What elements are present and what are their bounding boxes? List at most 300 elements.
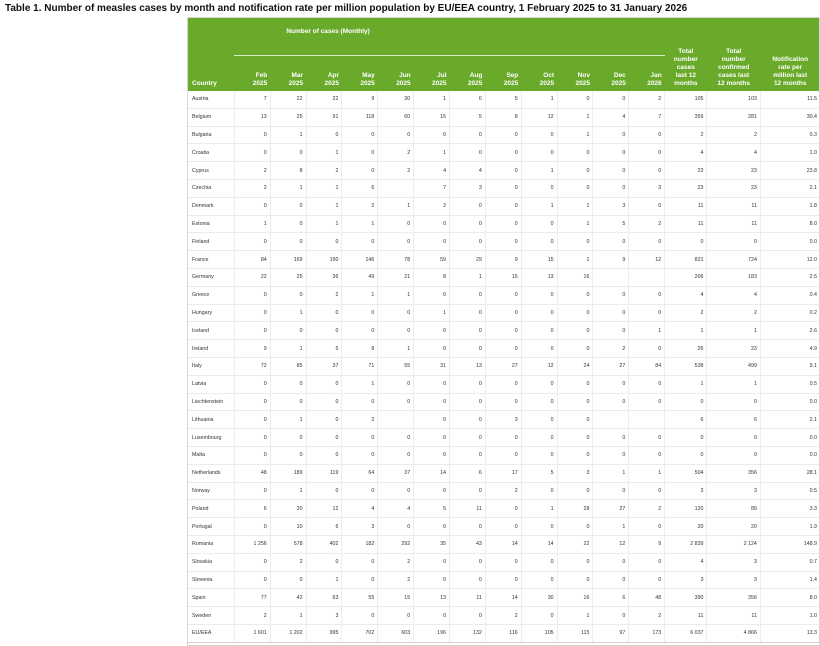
- month-cell: 0: [414, 607, 450, 625]
- country-cell: Spain: [187, 589, 234, 607]
- month-cell: 6: [450, 464, 486, 482]
- total-confirmed-header-line: 12 months: [717, 80, 750, 87]
- month-cell: 3: [342, 518, 378, 536]
- month-cell: 0: [378, 215, 414, 233]
- measles-table-container: [187, 17, 820, 643]
- month-cell: 0: [378, 446, 414, 464]
- total-cases-cell: 6: [665, 411, 707, 429]
- month-cell: 0: [450, 197, 486, 215]
- month-cell: 0: [485, 340, 521, 358]
- rate-cell: 11.5: [760, 91, 820, 108]
- table-row: [187, 357, 820, 375]
- month-cell: 2: [306, 162, 342, 180]
- total-confirmed-cell: 183: [707, 268, 760, 286]
- month-cell: 132: [450, 624, 486, 642]
- header-notification-rate: [760, 17, 820, 91]
- total-cases-cell: 120: [665, 500, 707, 518]
- month-cell: 0: [485, 375, 521, 393]
- month-cell: 0: [629, 482, 665, 500]
- month-cell: 0: [450, 393, 486, 411]
- month-cell: 0: [270, 571, 306, 589]
- month-cell: 6: [306, 518, 342, 536]
- month-cell: 0: [593, 322, 629, 340]
- country-cell: Greece: [187, 286, 234, 304]
- month-cell: 1: [593, 518, 629, 536]
- total-cases-cell: 3: [665, 571, 707, 589]
- header-month-part: 2026: [647, 80, 662, 87]
- month-cell: 0: [378, 126, 414, 144]
- month-cell: 0: [234, 322, 270, 340]
- total-cases-lines: [667, 48, 705, 88]
- month-cell: 0: [593, 571, 629, 589]
- total-confirmed-cell: 20: [707, 518, 760, 536]
- month-cell: 0: [521, 607, 557, 625]
- total-cases-cell: 206: [665, 268, 707, 286]
- month-cell: 12: [306, 500, 342, 518]
- month-cell: 17: [485, 464, 521, 482]
- month-cell: 13: [414, 589, 450, 607]
- month-cell: 16: [557, 589, 593, 607]
- total-cases-cell: 11: [665, 607, 707, 625]
- month-cell: 0: [629, 375, 665, 393]
- header-month-part: Dec: [613, 72, 626, 79]
- month-cell: 1: [270, 607, 306, 625]
- month-cell: 0: [414, 411, 450, 429]
- rate-cell: 13.3: [760, 624, 820, 642]
- rate-cell: 1.4: [760, 571, 820, 589]
- table-row: [187, 589, 820, 607]
- month-cell: 0: [378, 322, 414, 340]
- month-cell: [629, 268, 665, 286]
- month-cell: 37: [306, 357, 342, 375]
- month-cell: 77: [234, 589, 270, 607]
- rate-cell: 2.1: [760, 411, 820, 429]
- month-cell: 0: [521, 571, 557, 589]
- table-row: [187, 108, 820, 126]
- month-cell: 0: [557, 375, 593, 393]
- month-cell: 25: [270, 268, 306, 286]
- month-cell: 0: [521, 286, 557, 304]
- month-cell: 1: [306, 197, 342, 215]
- month-cell: 7: [234, 91, 270, 108]
- month-cell: 0: [593, 393, 629, 411]
- month-cell: 12: [629, 251, 665, 269]
- month-cell: 9: [485, 251, 521, 269]
- month-cell: 118: [342, 108, 378, 126]
- month-cell: 0: [270, 446, 306, 464]
- month-cell: 2: [234, 179, 270, 197]
- month-cell: 173: [629, 624, 665, 642]
- month-cell: 2: [378, 144, 414, 162]
- month-cell: 0: [306, 233, 342, 251]
- month-cell: 13: [521, 268, 557, 286]
- month-cell: 0: [414, 215, 450, 233]
- month-cell: 2: [378, 162, 414, 180]
- month-cell: 21: [378, 268, 414, 286]
- month-cell: 7: [414, 179, 450, 197]
- month-cell: 0: [629, 518, 665, 536]
- month-cell: 0: [342, 607, 378, 625]
- month-cell: 0: [485, 322, 521, 340]
- month-cell: 2: [342, 411, 378, 429]
- table-row: [187, 233, 820, 251]
- month-cell: 4: [342, 500, 378, 518]
- table-row: [187, 482, 820, 500]
- total-cases-cell: 0: [665, 429, 707, 447]
- month-cell: 0: [593, 91, 629, 108]
- month-cell: 15: [414, 108, 450, 126]
- total-confirmed-cell: 0: [707, 429, 760, 447]
- month-cell: 0: [485, 446, 521, 464]
- month-cell: 0: [342, 233, 378, 251]
- table-row: [187, 179, 820, 197]
- header-month-part: 2025: [324, 80, 339, 87]
- month-cell: 0: [414, 482, 450, 500]
- total-cases-cell: 6 037: [665, 624, 707, 642]
- month-cell: 402: [306, 535, 342, 553]
- month-cell: 0: [270, 429, 306, 447]
- month-cell: 49: [342, 268, 378, 286]
- country-cell: Finland: [187, 233, 234, 251]
- month-cell: 2: [306, 286, 342, 304]
- rate-cell: 3.3: [760, 500, 820, 518]
- month-cell: 1: [557, 126, 593, 144]
- rate-cell: 0.0: [760, 429, 820, 447]
- table-row: [187, 215, 820, 233]
- month-cell: 1: [521, 91, 557, 108]
- month-cell: 0: [557, 393, 593, 411]
- total-confirmed-cell: 2 124: [707, 535, 760, 553]
- month-cell: 6: [234, 500, 270, 518]
- month-cell: 0: [342, 429, 378, 447]
- total-confirmed-cell: 23: [707, 162, 760, 180]
- month-cell: 5: [593, 215, 629, 233]
- month-cell: 0: [270, 144, 306, 162]
- rate-cell: 1.9: [760, 518, 820, 536]
- month-cell: 91: [306, 108, 342, 126]
- month-cell: 0: [234, 233, 270, 251]
- month-cell: 0: [521, 411, 557, 429]
- rate-cell: 0.5: [760, 482, 820, 500]
- total-confirmed-header-line: cases last: [718, 72, 750, 79]
- month-cell: 78: [378, 251, 414, 269]
- month-cell: 105: [521, 624, 557, 642]
- rate-cell: 0.3: [760, 126, 820, 144]
- country-cell: Bulgaria: [187, 126, 234, 144]
- month-cell: 0: [450, 233, 486, 251]
- month-cell: 27: [593, 500, 629, 518]
- month-cell: 0: [306, 393, 342, 411]
- month-cell: 0: [629, 286, 665, 304]
- month-cell: 0: [414, 286, 450, 304]
- month-cell: 169: [270, 251, 306, 269]
- month-cell: 0: [234, 304, 270, 322]
- notification-rate-header-line: million last: [773, 72, 808, 79]
- country-cell: Slovakia: [187, 553, 234, 571]
- month-cell: 9: [342, 91, 378, 108]
- header-month-part: 2025: [467, 80, 483, 87]
- month-cell: 0: [557, 429, 593, 447]
- country-cell: Belgium: [187, 108, 234, 126]
- month-cell: 0: [378, 304, 414, 322]
- month-cell: 22: [557, 535, 593, 553]
- month-cell: 0: [414, 322, 450, 340]
- month-cell: 2: [234, 607, 270, 625]
- month-cell: 0: [450, 482, 486, 500]
- month-cell: 3: [593, 197, 629, 215]
- month-cell: 2: [485, 482, 521, 500]
- month-cell: 2: [629, 91, 665, 108]
- table-row: [187, 518, 820, 536]
- country-cell: Norway: [187, 482, 234, 500]
- month-cell: 116: [485, 624, 521, 642]
- total-cases-header-line: number: [673, 56, 698, 63]
- month-cell: 30: [521, 589, 557, 607]
- month-cell: 0: [450, 446, 486, 464]
- notification-rate-header-line: Notification: [772, 56, 809, 63]
- month-cell: 0: [342, 553, 378, 571]
- month-cell: 2: [414, 197, 450, 215]
- month-cell: 0: [234, 553, 270, 571]
- month-cell: 1: [521, 500, 557, 518]
- month-cell: 2: [485, 607, 521, 625]
- month-cell: 64: [342, 464, 378, 482]
- country-cell: Ireland: [187, 340, 234, 358]
- month-cell: 0: [521, 553, 557, 571]
- month-cell: 0: [342, 304, 378, 322]
- month-cell: 0: [234, 429, 270, 447]
- country-cell: Liechtenstein: [187, 393, 234, 411]
- header-country: Country: [187, 56, 234, 92]
- table-row: [187, 464, 820, 482]
- table-row: [187, 553, 820, 571]
- month-cell: 702: [342, 624, 378, 642]
- month-cell: 2: [378, 553, 414, 571]
- rate-cell: 1.0: [760, 144, 820, 162]
- month-cell: 0: [521, 233, 557, 251]
- month-cell: 0: [450, 607, 486, 625]
- rate-cell: 0.0: [760, 393, 820, 411]
- country-cell: Poland: [187, 500, 234, 518]
- month-cell: [378, 179, 414, 197]
- month-cell: 2: [234, 162, 270, 180]
- total-confirmed-cell: 356: [707, 464, 760, 482]
- month-cell: 0: [485, 126, 521, 144]
- month-cell: 59: [414, 251, 450, 269]
- month-cell: 995: [306, 624, 342, 642]
- month-cell: 115: [557, 624, 593, 642]
- total-confirmed-cell: 103: [707, 91, 760, 108]
- total-confirmed-cell: 4 866: [707, 624, 760, 642]
- month-cell: 1: [629, 322, 665, 340]
- table-row: [187, 322, 820, 340]
- month-cell: 0: [521, 375, 557, 393]
- table-row: [187, 607, 820, 625]
- month-cell: 0: [629, 553, 665, 571]
- month-cell: 0: [485, 304, 521, 322]
- month-cell: 1: [557, 251, 593, 269]
- total-cases-cell: 538: [665, 357, 707, 375]
- rate-cell: 1.0: [760, 607, 820, 625]
- month-cell: 0: [414, 393, 450, 411]
- month-cell: 0: [629, 446, 665, 464]
- total-confirmed-header-line: confirmed: [717, 64, 750, 71]
- month-cell: 1: [521, 197, 557, 215]
- month-cell: 27: [485, 357, 521, 375]
- month-cell: 0: [629, 144, 665, 162]
- total-confirmed-cell: 11: [707, 215, 760, 233]
- month-cell: 28: [557, 500, 593, 518]
- month-cell: 1: [414, 144, 450, 162]
- total-cases-cell: 359: [665, 108, 707, 126]
- month-cell: 0: [306, 446, 342, 464]
- month-cell: 4: [450, 162, 486, 180]
- month-cell: 0: [593, 607, 629, 625]
- month-cell: 119: [306, 464, 342, 482]
- table-body: [187, 91, 820, 642]
- month-cell: 1: [270, 179, 306, 197]
- month-cell: 0: [593, 429, 629, 447]
- header-month-part: Jan: [650, 72, 662, 79]
- month-cell: 0: [234, 144, 270, 162]
- header-month: [557, 56, 593, 92]
- total-cases-cell: 4: [665, 144, 707, 162]
- month-cell: 1 202: [270, 624, 306, 642]
- table-row: [187, 91, 820, 108]
- month-cell: 27: [593, 357, 629, 375]
- notification-rate-header-line: rate per: [778, 64, 803, 71]
- month-cell: 1: [306, 179, 342, 197]
- table-row-total: [187, 624, 820, 642]
- month-cell: 603: [378, 624, 414, 642]
- country-cell: Netherlands: [187, 464, 234, 482]
- country-cell: EU/EEA: [187, 624, 234, 642]
- month-cell: 0: [485, 393, 521, 411]
- month-cell: 0: [342, 126, 378, 144]
- country-cell: Cyprus: [187, 162, 234, 180]
- total-confirmed-cell: 3: [707, 482, 760, 500]
- month-cell: 2: [629, 607, 665, 625]
- month-cell: 0: [234, 411, 270, 429]
- header-month: [593, 56, 629, 92]
- month-cell: 146: [342, 251, 378, 269]
- total-confirmed-header-line: Total: [726, 48, 742, 55]
- total-cases-cell: 26: [665, 340, 707, 358]
- header-month-part: 2025: [288, 80, 304, 87]
- month-cell: 1: [270, 304, 306, 322]
- month-cell: 0: [306, 411, 342, 429]
- month-cell: 0: [593, 304, 629, 322]
- month-cell: 0: [593, 162, 629, 180]
- month-cell: 0: [521, 179, 557, 197]
- month-cell: 2: [342, 197, 378, 215]
- header-month: [234, 56, 270, 92]
- month-cell: 0: [306, 322, 342, 340]
- month-cell: 16: [557, 268, 593, 286]
- total-cases-cell: 0: [665, 233, 707, 251]
- month-cell: 1: [557, 108, 593, 126]
- country-cell: France: [187, 251, 234, 269]
- month-cell: 0: [450, 144, 486, 162]
- month-cell: 0: [629, 126, 665, 144]
- country-cell: Luxembourg: [187, 429, 234, 447]
- header-month: [629, 56, 665, 92]
- month-cell: 1: [378, 286, 414, 304]
- month-cell: 9: [593, 251, 629, 269]
- total-cases-cell: 2: [665, 126, 707, 144]
- month-cell: 0: [485, 429, 521, 447]
- rate-cell: 0.0: [760, 233, 820, 251]
- month-cell: 0: [414, 375, 450, 393]
- month-cell: 190: [306, 251, 342, 269]
- month-cell: 0: [342, 446, 378, 464]
- month-cell: 0: [557, 304, 593, 322]
- country-cell: Malta: [187, 446, 234, 464]
- header-total-cases: [665, 17, 707, 91]
- total-confirmed-cell: 356: [707, 589, 760, 607]
- month-cell: 1: [270, 340, 306, 358]
- month-cell: 4: [414, 162, 450, 180]
- rate-cell: 0.7: [760, 553, 820, 571]
- month-cell: 196: [414, 624, 450, 642]
- total-cases-cell: 2 839: [665, 535, 707, 553]
- total-cases-cell: 0: [665, 393, 707, 411]
- month-cell: 1: [414, 304, 450, 322]
- month-cell: 0: [521, 144, 557, 162]
- month-cell: 15: [521, 251, 557, 269]
- month-cell: 1: [270, 126, 306, 144]
- rate-cell: 23.8: [760, 162, 820, 180]
- month-cell: 0: [342, 144, 378, 162]
- header-month-part: Sep: [506, 72, 519, 79]
- month-cell: 0: [521, 322, 557, 340]
- month-cell: 0: [450, 126, 486, 144]
- table-row: [187, 411, 820, 429]
- header-month-part: 2025: [503, 80, 519, 87]
- header-month: [342, 56, 378, 92]
- header-month: [485, 56, 521, 92]
- table-row: [187, 535, 820, 553]
- month-cell: 0: [450, 340, 486, 358]
- month-cell: 0: [557, 411, 593, 429]
- total-cases-header-line: months: [674, 80, 698, 87]
- month-cell: 0: [450, 286, 486, 304]
- month-cell: 0: [378, 393, 414, 411]
- month-cell: 0: [629, 197, 665, 215]
- total-confirmed-header-line: number: [721, 56, 746, 63]
- month-cell: 0: [270, 286, 306, 304]
- month-cell: 1 601: [234, 624, 270, 642]
- month-cell: 0: [414, 340, 450, 358]
- month-cell: 1: [414, 91, 450, 108]
- month-cell: 22: [270, 91, 306, 108]
- month-cell: 0: [378, 375, 414, 393]
- total-confirmed-cell: 0: [707, 233, 760, 251]
- month-cell: 43: [450, 535, 486, 553]
- month-cell: 0: [557, 144, 593, 162]
- rate-cell: 8.0: [760, 215, 820, 233]
- total-cases-cell: 1: [665, 322, 707, 340]
- header-month: [450, 56, 486, 92]
- month-cell: 1: [306, 144, 342, 162]
- month-cell: 1: [378, 197, 414, 215]
- header-month: [306, 56, 342, 92]
- month-cell: 0: [629, 393, 665, 411]
- month-cell: 0: [270, 322, 306, 340]
- month-cell: 0: [342, 162, 378, 180]
- rate-cell: 2.1: [760, 179, 820, 197]
- month-cell: 1: [234, 215, 270, 233]
